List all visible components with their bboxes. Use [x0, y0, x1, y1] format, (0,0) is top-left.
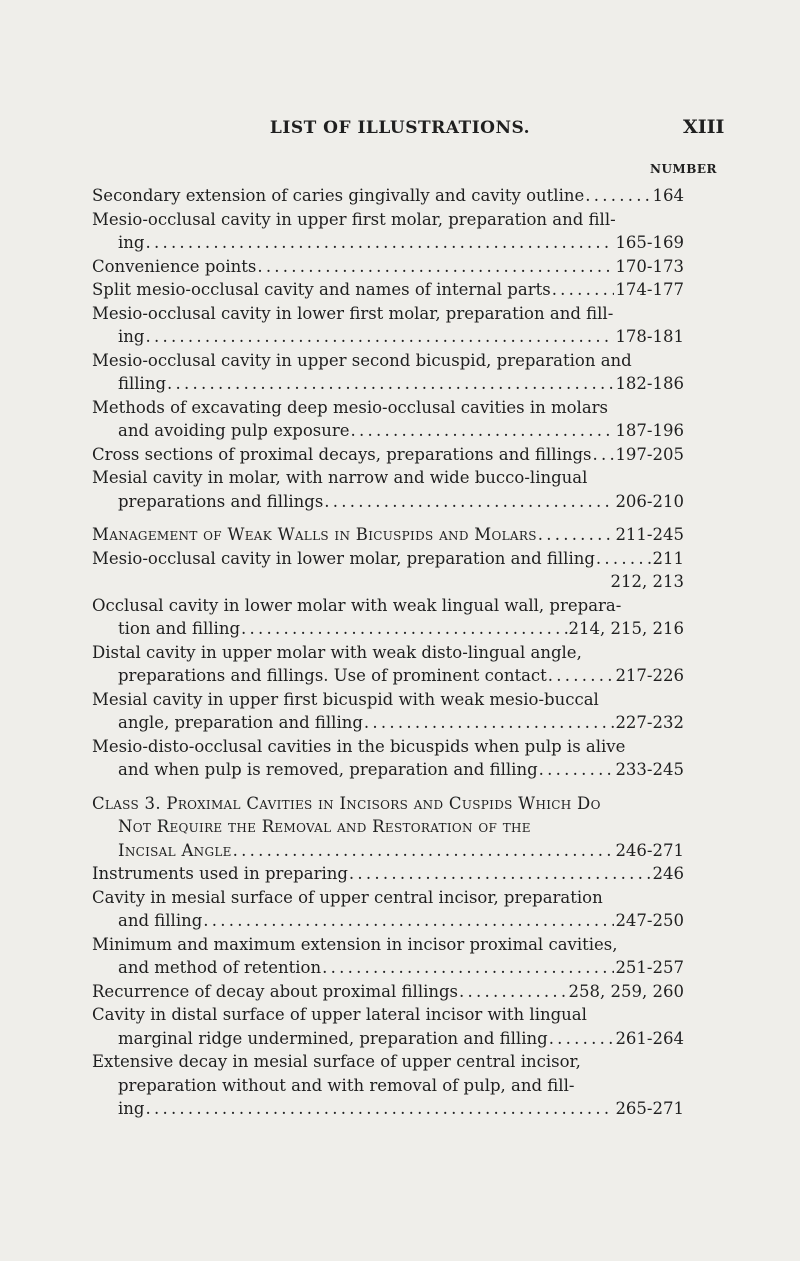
section-entry: [92, 792, 684, 863]
entry-line: [92, 372, 684, 396]
entry-line: [92, 396, 684, 420]
list-entry: [92, 547, 684, 594]
entry-text: Secondary extension of caries gingivally and cavity outline: [92, 186, 585, 205]
entry-text: preparation without and with removal of pulp, and fill-: [118, 1075, 575, 1095]
list-entry: [92, 980, 684, 1004]
number-column-heading: NUMBER: [650, 162, 717, 176]
figure-number: 246-271: [615, 840, 684, 860]
figure-number: 174-177: [615, 280, 684, 299]
entry-line: [92, 1097, 684, 1121]
dot-leader: [539, 758, 615, 782]
figure-number: 217-226: [615, 666, 684, 685]
list-entry: [92, 255, 684, 279]
figure-number: 187-196: [615, 421, 684, 440]
entry-text: preparations and fillings: [118, 491, 324, 511]
section-gap: [92, 782, 684, 792]
entry-text: Cavity in distal surface of upper lateral incisor with lingual: [92, 1005, 587, 1024]
entry-line: [92, 419, 684, 443]
dot-leader: [203, 909, 614, 933]
entry-text: Mesio-occlusal cavity in upper second bicuspid, preparation and: [92, 350, 632, 370]
figure-number: 247-250: [615, 911, 684, 930]
entry-text: Split mesio-occlusal cavity and names of internal parts: [92, 280, 551, 299]
dot-leader: [233, 839, 615, 863]
entry-line: [92, 349, 684, 373]
figure-number: 164: [652, 186, 684, 205]
entry-line: [92, 886, 684, 910]
entry-line: [92, 1074, 684, 1098]
dot-leader: [145, 231, 614, 255]
entry-line: [92, 909, 684, 933]
list-entry: [92, 396, 684, 443]
list-entry: [92, 886, 684, 933]
figure-number: 165-169: [615, 233, 684, 252]
list-entry: [92, 466, 684, 513]
entry-line: [92, 711, 684, 735]
figure-number: 170-173: [615, 256, 684, 276]
dot-leader: [167, 372, 614, 396]
entry-text: filling: [118, 374, 167, 393]
entry-line: [92, 980, 684, 1004]
entry-text: angle, preparation and filling: [118, 713, 363, 732]
entry-line: [92, 956, 684, 980]
entry-line: [92, 325, 684, 349]
entry-line: [92, 735, 684, 759]
entry-text: Not Require the Removal and Restoration of the: [118, 817, 531, 836]
entry-text: Occlusal cavity in lower molar with weak lingual wall, prepara-: [92, 595, 622, 615]
figure-number: 178-181: [615, 327, 684, 346]
list-entry: [92, 184, 684, 208]
list-entry: [92, 735, 684, 782]
figure-number: 211: [652, 548, 684, 568]
entry-text: marginal ridge undermined, preparation and filling: [118, 1028, 548, 1048]
entry-line: [92, 688, 684, 712]
dot-leader: [145, 1097, 614, 1121]
list-entry: [92, 1003, 684, 1050]
figure-number: 182-186: [615, 374, 684, 393]
list-entry: [92, 443, 684, 467]
list-entry: [92, 278, 684, 302]
figure-number: 233-245: [615, 760, 684, 779]
list-entry: [92, 641, 684, 688]
entry-text: and when pulp is removed, preparation and filling: [118, 760, 538, 779]
entry-line: [92, 815, 684, 839]
list-entry: [92, 349, 684, 396]
entry-line: [92, 1003, 684, 1027]
entry-line: [92, 758, 684, 782]
entry-text: Methods of excavating deep mesio-occlusal cavities in molars: [92, 397, 609, 417]
entry-text: Incisal Angle: [118, 840, 232, 860]
dot-leader: [585, 184, 651, 208]
entry-line: [92, 208, 684, 232]
dot-leader: [241, 617, 568, 641]
entry-line: [92, 523, 684, 547]
entry-text: Management of Weak Walls in Bicuspids and Molars: [92, 525, 537, 544]
entry-text: Mesio-occlusal cavity in lower first molar, preparation and fill-: [92, 303, 614, 323]
dot-leader: [322, 956, 614, 980]
entry-text: preparations and fillings. Use of prominent contact: [118, 666, 547, 685]
entry-line: [92, 1027, 684, 1051]
entry-text: Mesial cavity in upper first bicuspid with weak mesio-buccal: [92, 689, 599, 709]
entry-line: [92, 617, 684, 641]
entry-line: [92, 466, 684, 490]
figure-number: 227-232: [615, 713, 684, 732]
entry-line: [92, 255, 684, 279]
entry-text: and filling: [118, 911, 203, 930]
list-entry: [92, 933, 684, 980]
list-entry: [92, 1050, 684, 1121]
entry-line: [92, 664, 684, 688]
list-entry: [92, 208, 684, 255]
dot-leader: [549, 1027, 615, 1051]
entry-line: [92, 641, 684, 665]
entry-line: [92, 302, 684, 326]
entry-text: Mesial cavity in molar, with narrow and wide bucco-lingual: [92, 468, 588, 487]
figure-number: 212, 213: [610, 572, 684, 591]
entry-text: Mesio-occlusal cavity in upper first molar, preparation and fill-: [92, 209, 616, 229]
entry-line: [92, 594, 684, 618]
dot-leader: [351, 419, 615, 443]
dot-leader: [349, 862, 652, 886]
entry-line: [92, 792, 684, 816]
entry-text: tion and filling: [118, 619, 241, 638]
list-entry: [92, 862, 684, 886]
entry-text: and avoiding pulp exposure: [118, 421, 350, 440]
entry-text: Recurrence of decay about proximal fillings: [92, 981, 459, 1001]
entry-line: [92, 490, 684, 514]
dot-leader: [596, 547, 652, 571]
section-entry: [92, 523, 684, 547]
dot-leader: [593, 443, 615, 467]
entry-line: [92, 278, 684, 302]
section-gap: [92, 513, 684, 523]
entry-text: ing: [118, 233, 145, 252]
dot-leader: [257, 255, 614, 279]
entry-text: Distal cavity in upper molar with weak disto-lingual angle,: [92, 642, 582, 662]
entry-line: [92, 443, 684, 467]
entry-line: [92, 933, 684, 957]
figure-number: 246: [652, 864, 684, 883]
figure-number: 261-264: [615, 1028, 684, 1048]
entry-line: [92, 862, 684, 886]
illustrations-list: [92, 184, 684, 1121]
list-entry: [92, 594, 684, 641]
entry-text: Minimum and maximum extension in incisor proximal cavities,: [92, 934, 618, 954]
entry-text: Mesio-occlusal cavity in lower molar, preparation and filling: [92, 548, 595, 568]
dot-leader: [324, 490, 614, 514]
figure-number: 197-205: [615, 444, 684, 464]
entry-text: Cross sections of proximal decays, preparations and fillings: [92, 444, 592, 464]
figure-number: 214, 215, 216: [568, 619, 684, 638]
figure-number: 251-257: [615, 958, 684, 977]
figure-number: 265-271: [615, 1099, 684, 1118]
entry-line: [92, 839, 684, 863]
entry-line: [92, 184, 684, 208]
dot-leader: [459, 980, 568, 1004]
dot-leader: [548, 664, 615, 688]
list-entry: [92, 302, 684, 349]
entry-line: [92, 570, 684, 594]
entry-line: [92, 231, 684, 255]
entry-text: ing: [118, 1099, 145, 1118]
entry-line: [92, 1050, 684, 1074]
figure-number: 211-245: [615, 525, 684, 544]
dot-leader: [145, 325, 614, 349]
entry-text: Cavity in mesial surface of upper central incisor, preparation: [92, 887, 603, 907]
entry-text: Convenience points: [92, 256, 257, 276]
page-number: XIII: [683, 116, 725, 138]
dot-leader: [538, 523, 615, 547]
entry-text: Mesio-disto-occlusal cavities in the bicuspids when pulp is alive: [92, 736, 626, 756]
entry-text: ing: [118, 327, 145, 346]
entry-text: Extensive decay in mesial surface of upper central incisor,: [92, 1052, 581, 1071]
entry-text: and method of retention: [118, 958, 322, 977]
running-head: LIST OF ILLUSTRATIONS.: [269, 118, 531, 138]
entry-line: [92, 547, 684, 571]
dot-leader: [552, 278, 615, 302]
dot-leader: [364, 711, 615, 735]
entry-text: Class 3. Proximal Cavities in Incisors and Cuspids Which Do: [92, 793, 601, 813]
entry-text: Instruments used in preparing: [92, 864, 348, 883]
list-entry: [92, 688, 684, 735]
figure-number: 206-210: [615, 491, 684, 511]
figure-number: 258, 259, 260: [568, 981, 684, 1001]
